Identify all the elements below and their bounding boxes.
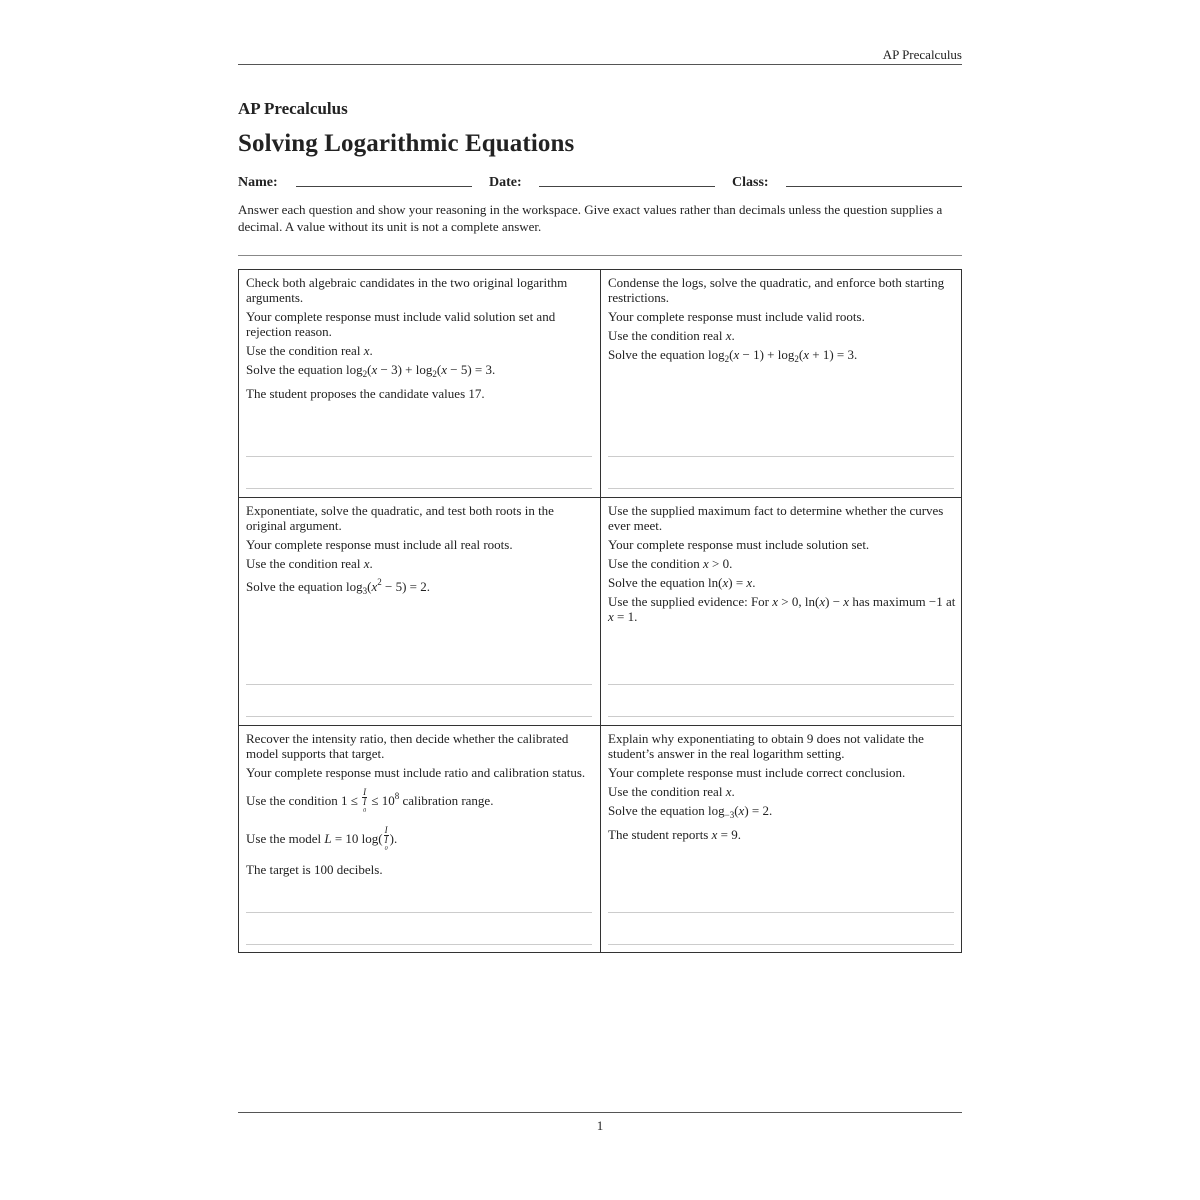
worksheet-page bbox=[238, 0, 962, 1200]
problem-response-requirement: Your complete response must include valid roots. bbox=[608, 309, 865, 324]
answer-line[interactable] bbox=[608, 912, 954, 913]
problem-extra: Use the supplied evidence: For x > 0, ln(x) − x has maximum −1 at x = 1. bbox=[608, 594, 956, 624]
problem-condition: Use the condition 1 ≤ I I 0 ≤ $10^8$ calibration range. bbox=[246, 787, 494, 814]
problem-response-requirement: Your complete response must include solution set. bbox=[608, 537, 870, 552]
instructions: Answer each question and show your reasoning in the workspace. Give exact values rather than decimals unless the question supplies a decimal. A value without its unit is not a complete answer. bbox=[238, 202, 943, 234]
class-label: Class: bbox=[732, 175, 769, 190]
problem-response-requirement: Your complete response must include ratio and calibration status. bbox=[246, 765, 586, 780]
problem-equation: Solve the equation ln(x) = x. bbox=[608, 575, 756, 590]
problem-condition: Use the condition real x. bbox=[246, 343, 373, 358]
answer-line[interactable] bbox=[246, 944, 592, 945]
problem-task: Check both algebraic candidates in the two original logarithm arguments. bbox=[246, 275, 568, 305]
problem-cell-2 bbox=[601, 270, 963, 498]
section-divider bbox=[238, 255, 962, 256]
name-field[interactable] bbox=[296, 186, 472, 187]
running-header: AP Precalculus bbox=[882, 47, 962, 62]
problem-equation: Solve the equation $\log_3(x^2 - 5) = 2$. bbox=[246, 577, 430, 596]
problem-cell-1 bbox=[239, 270, 601, 498]
problem-cell-3 bbox=[239, 498, 601, 726]
class-field[interactable] bbox=[786, 186, 962, 187]
problem-condition: Use the condition x > 0. bbox=[608, 556, 733, 571]
answer-line[interactable] bbox=[246, 684, 592, 685]
problem-extra: The student proposes the candidate values 17. bbox=[246, 386, 485, 401]
page-number: 1 bbox=[596, 1118, 604, 1133]
problem-response-requirement: Your complete response must include valid solution set and rejection reason. bbox=[246, 309, 556, 339]
answer-line[interactable] bbox=[608, 684, 954, 685]
name-label: Name: bbox=[238, 175, 278, 190]
problem-grid bbox=[238, 269, 962, 953]
problem-model: Use the model L = 10 log( I I 0 ). bbox=[246, 825, 398, 852]
course-heading: AP Precalculus bbox=[238, 99, 348, 118]
problem-response-requirement: Your complete response must include correct conclusion. bbox=[608, 765, 906, 780]
answer-line[interactable] bbox=[246, 488, 592, 489]
problem-extra: The target is 100 decibels. bbox=[246, 862, 383, 877]
student-info-row bbox=[238, 175, 962, 195]
answer-line[interactable] bbox=[608, 716, 954, 717]
date-label: Date: bbox=[489, 175, 522, 190]
problem-task: Exponentiate, solve the quadratic, and test both roots in the original argument. bbox=[246, 503, 554, 533]
answer-line[interactable] bbox=[246, 912, 592, 913]
problem-task: Recover the intensity ratio, then decide whether the calibrated model supports that target. bbox=[246, 731, 569, 761]
problem-condition: Use the condition real x. bbox=[608, 328, 735, 343]
problem-response-requirement: Your complete response must include all real roots. bbox=[246, 537, 513, 552]
problem-equation: Solve the equation $\log_2(x - 3) + \log_2(x - 5) = 3$. bbox=[246, 362, 496, 379]
problem-task: Explain why exponentiating to obtain 9 does not validate the student’s answer in the real logarithm setting. bbox=[608, 731, 924, 761]
date-field[interactable] bbox=[539, 186, 715, 187]
problem-cell-4 bbox=[601, 498, 963, 726]
problem-task: Condense the logs, solve the quadratic, and enforce both starting restrictions. bbox=[608, 275, 945, 305]
answer-line[interactable] bbox=[246, 716, 592, 717]
problem-cell-5 bbox=[239, 726, 601, 954]
answer-line[interactable] bbox=[246, 456, 592, 457]
footer-rule bbox=[238, 1112, 962, 1113]
problem-task: Use the supplied maximum fact to determine whether the curves ever meet. bbox=[608, 503, 944, 533]
problem-equation: Solve the equation $\log_{-3}(x) = 2$. bbox=[608, 803, 773, 820]
answer-line[interactable] bbox=[608, 944, 954, 945]
problem-condition: Use the condition real x. bbox=[608, 784, 735, 799]
page-title: Solving Logarithmic Equations bbox=[238, 130, 575, 157]
problem-cell-6 bbox=[601, 726, 963, 954]
problem-extra: The student reports x = 9. bbox=[608, 827, 741, 842]
problem-condition: Use the condition real x. bbox=[246, 556, 373, 571]
problem-equation: Solve the equation $\log_2(x - 1) + \log_2(x + 1) = 3$. bbox=[608, 347, 858, 364]
header-rule bbox=[238, 64, 962, 65]
answer-line[interactable] bbox=[608, 456, 954, 457]
answer-line[interactable] bbox=[608, 488, 954, 489]
